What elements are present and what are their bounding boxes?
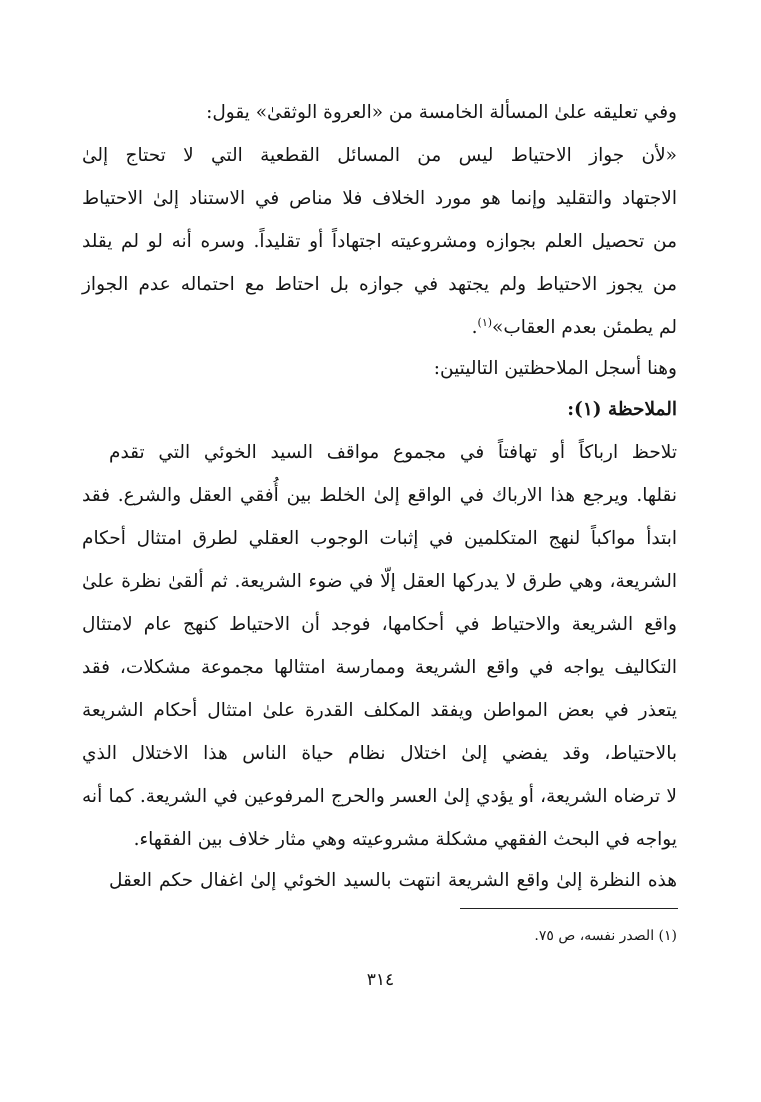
text-line: بالاحتياط، وقد يفضي إلىٰ اختلال نظام حياة الناس هذا الاختلال الذي [82, 743, 677, 764]
text-line: نقلها. ويرجع هذا الارباك في الواقع إلىٰ الخلط بين أُفقي العقل والشرع. فقد [82, 485, 677, 506]
footnote: (١) الصدر نفسه، ص ٧٥. [534, 928, 677, 944]
text-line: وفي تعليقه علىٰ المسألة الخامسة من «العروة الوثقىٰ» يقول: [206, 102, 677, 123]
text-line: «لأن جواز الاحتياط ليس من المسائل القطعية التي لا تحتاج إلىٰ [82, 145, 677, 166]
text-line: واقع الشريعة والاحتياط في أحكامها، فوجد أن الاحتياط كنهج عام لامتثال [82, 614, 677, 635]
page-number: ٣١٤ [366, 970, 395, 990]
period: . [471, 317, 478, 338]
quote-end: لم يطمئن بعدم العقاب» [492, 317, 677, 338]
text-line: الشريعة، وهي طرق لا يدركها العقل إلّا في ضوء الشريعة. ثم ألقىٰ نظرة علىٰ [82, 571, 677, 592]
text-line: ابتدأ مواكباً لنهج المتكلمين في إثبات الوجوب العقلي لطرق امتثال أحكام [82, 528, 677, 549]
text-line: وهنا أسجل الملاحظتين التاليتين: [433, 358, 677, 379]
text-line: لا ترضاه الشريعة، أو يؤدي إلىٰ العسر والحرج المرفوعين في الشريعة. كما أنه [82, 786, 677, 807]
footnote-marker: (١) [477, 315, 493, 329]
text-line: من تحصيل العلم بجوازه ومشروعيته اجتهاداً أو تقليداً. وسره أنه لو لم يقلد [82, 231, 677, 252]
text-line: يتعذر في بعض المواطن ويفقد المكلف القدرة علىٰ امتثال أحكام الشريعة [82, 700, 677, 721]
text-line: التكاليف يواجه في واقع الشريعة وممارسة امتثالها مجموعة مشكلات، فقد [82, 657, 677, 678]
text-line [82, 315, 677, 341]
text-line: الاجتهاد والتقليد وإنما هو مورد الخلاف فلا مناص في الاستناد إلىٰ الاحتياط [82, 188, 677, 209]
text-line: يواجه في البحث الفقهي مشكلة مشروعيته وهي مثار خلاف بين الفقهاء. [133, 829, 677, 850]
footnote-separator [460, 908, 678, 909]
text-line: تلاحظ ارباكاً أو تهافتاً في مجموع مواقف السيد الخوئي التي تقدم [109, 442, 677, 463]
text-line: هذه النظرة إلىٰ واقع الشريعة انتهت بالسيد الخوئي إلىٰ اغفال حكم العقل [109, 870, 677, 891]
section-heading: الملاحظة (١): [567, 399, 677, 420]
text-line: من يجوز الاحتياط ولم يجتهد في جوازه بل احتاط مع احتماله عدم الجواز [82, 274, 677, 295]
